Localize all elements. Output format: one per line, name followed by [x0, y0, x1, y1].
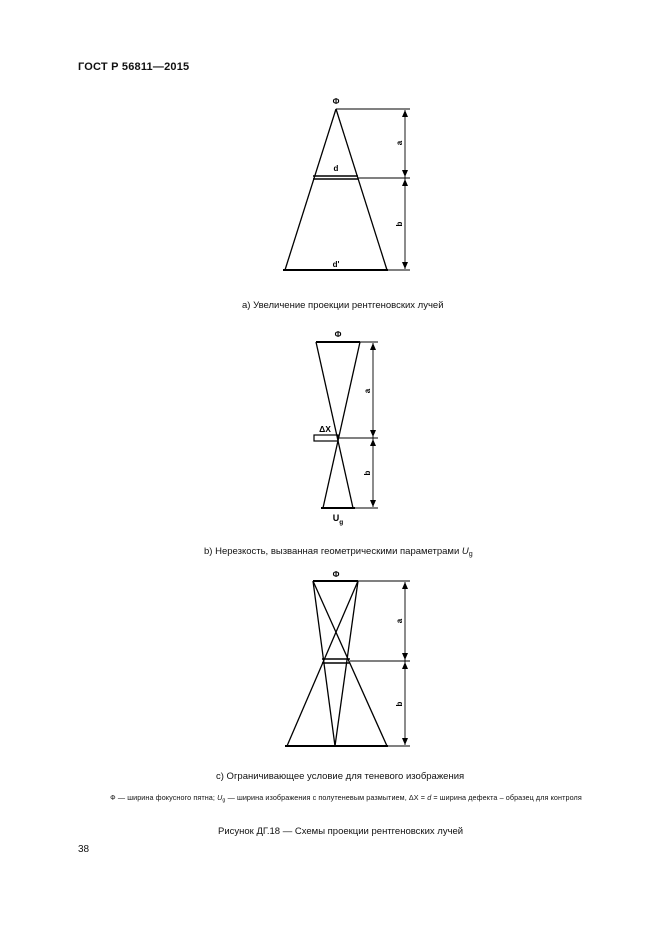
label-ug-b: $U_g$: [332, 513, 344, 526]
label-b-dim-c: b: [395, 701, 404, 707]
label-focus-a: Ф: [332, 97, 340, 106]
label-focus-b: Ф: [334, 330, 342, 339]
label-a-dim-c: a: [395, 618, 404, 624]
caption-figure-b: b) Нерезкость, вызванная геометрическими параметрами $U_g$: [204, 546, 473, 558]
legend-note: Ф — ширина фокусного пятна; $U_g$ — ширина изображения с полутеневым размытием, ΔX = d = ширина дефекта – образец для контроля: [110, 793, 582, 804]
figure-c-diagram: [285, 581, 410, 746]
label-a-dim-a: a: [395, 140, 404, 146]
document-header: ГОСТ Р 56811—2015: [78, 61, 190, 73]
label-b-dim-b: b: [363, 470, 372, 476]
caption-figure-a: а) Увеличение проекции рентгеновских лучей: [242, 300, 444, 311]
label-d-a: d: [333, 164, 339, 173]
figure-title: Рисунок ДГ.18 — Схемы проекции рентгеновских лучей: [218, 826, 464, 837]
figure-a-diagram: [283, 109, 410, 270]
label-a-dim-b: a: [363, 388, 372, 394]
page-number: 38: [78, 844, 90, 855]
label-focus-c: Ф: [332, 570, 340, 579]
label-d-prime-a: d': [332, 260, 340, 269]
caption-figure-c: с) Ограничивающее условие для теневого изображения: [216, 771, 465, 782]
label-dx-b: ΔX: [319, 424, 331, 434]
label-b-dim-a: b: [395, 221, 404, 227]
